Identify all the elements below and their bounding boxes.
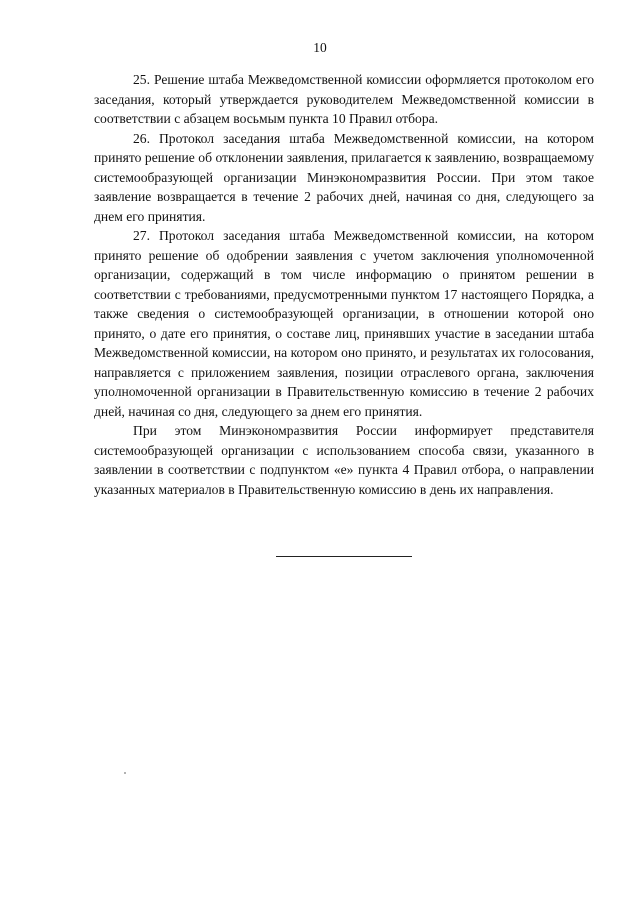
paragraph-26: 26. Протокол заседания штаба Межведомственной комиссии, на котором принято решение об отклонении заявления, прилагается к заявлению, возвращаемому системообразующей организации Минэкономразвития России. При этом такое заявление возвращается в течение 2 рабочих дней, начиная со дня, следующего за днем его принятия.	[94, 130, 594, 224]
paragraph-25: 25. Решение штаба Межведомственной комиссии оформляется протоколом его заседания, который утверждается руководителем Межведомственной комиссии в соответствии с абзацем восьмым пункта 10 Правил отбора.	[94, 72, 594, 126]
scan-speck	[124, 772, 126, 774]
paragraph-27: 27. Протокол заседания штаба Межведомственной комиссии, на котором принято решение об одобрении заявления с учетом заключения уполномоченной организации, содержащий в том числе информацию о принятом решении в соответствии с требованиями, предусмотренными пунктом 17 настоящего Порядка, а также сведения о системообразующей организации, в отношении которой оно принято, о дате его принятия, о составе лиц, принявших участие в заседании штаба Межведомственной комиссии, на котором оно принято, и результатах их голосования, направляется с приложением заявления, позиции отраслевого органа, заключения уполномоченной организации в Правительственную комиссию в течение 2 рабочих дней, начиная со дня, следующего за днем его принятия.	[94, 228, 594, 419]
paragraph-notification: При этом Минэкономразвития России информирует представителя системообразующей организации с использованием способа связи, указанного в заявлении в соответствии с подпунктом «е» пункта 4 Правил отбора, о направлении указанных материалов в Правительственную комиссию в день их направления.	[94, 423, 594, 497]
end-of-document-rule	[276, 556, 412, 557]
document-body	[94, 70, 594, 499]
page-number: 10	[313, 40, 327, 55]
